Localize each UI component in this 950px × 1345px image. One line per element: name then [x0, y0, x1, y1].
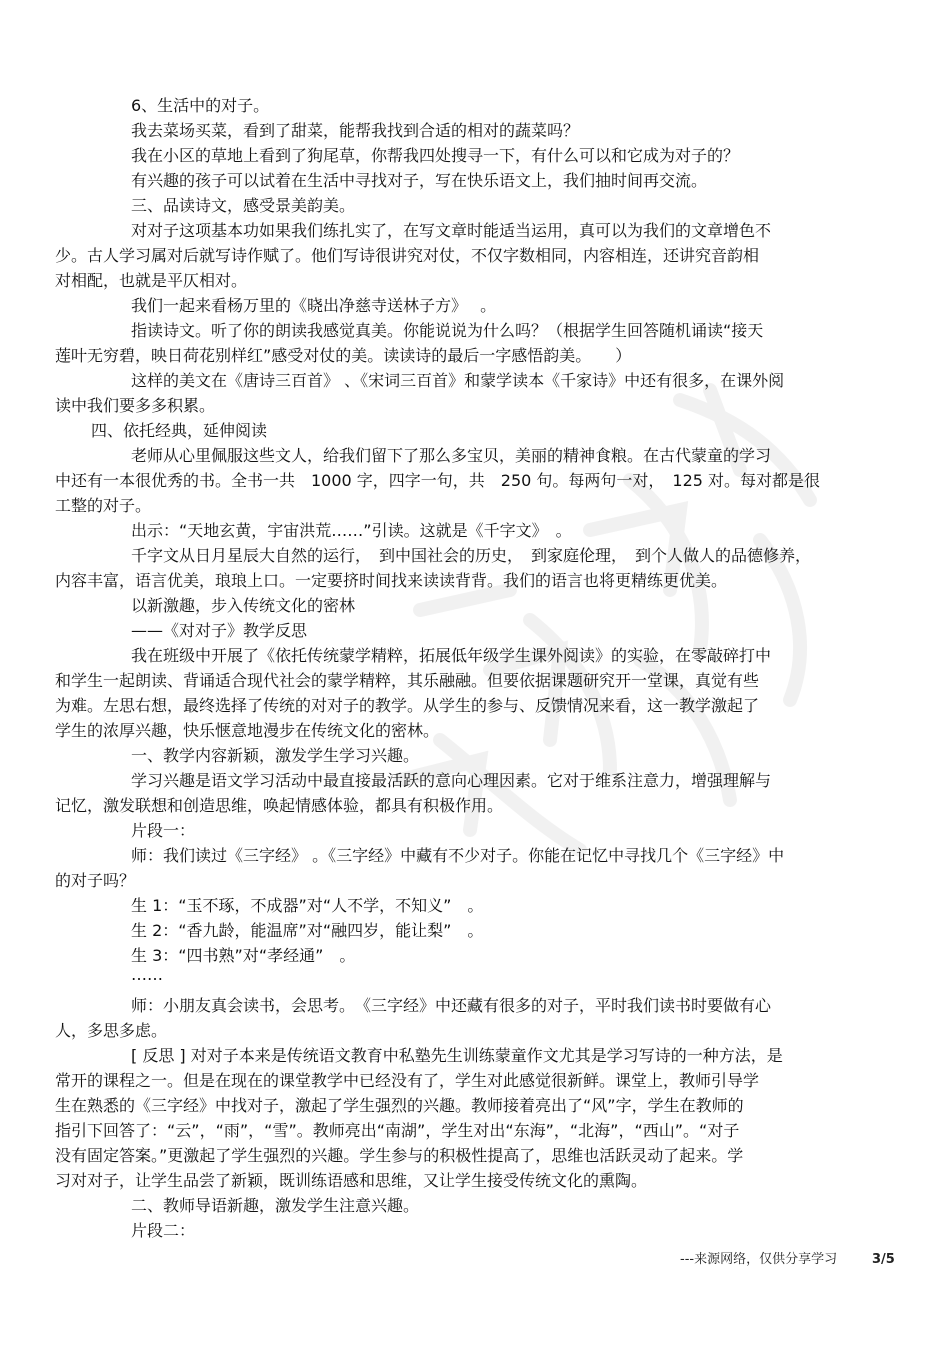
text-line: 没有固定答案。”更激起了学生强烈的兴趣。学生参与的积极性提高了，思维也活跃灵动了起来。学 — [55, 1146, 744, 1165]
text-line: 生 1：“玉不琢，不成器”对“人不学，不知义” 。 — [131, 896, 484, 915]
section-heading: 二、教师导语新趣，激发学生注意兴趣。 — [131, 1196, 420, 1215]
text-line: 指读诗文。听了你的朗读我感觉真美。你能说说为什么吗？（根据学生回答随机诵读“接天 — [131, 321, 764, 340]
text-line: …… — [131, 965, 163, 984]
text-line: 的对子吗？ — [55, 871, 136, 890]
text-line: 指引下回答了：“云”，“雨”，“雪”。教师亮出“南湖”，学生对出“东海”，“北海”，“西山”。“对子 — [55, 1121, 740, 1140]
text-line: 老师从心里佩服这些文人，给我们留下了那么多宝贝，美丽的精神食粮。在古代蒙童的学习 — [131, 446, 772, 465]
text-line: 对对子这项基本功如果我们练扎实了，在写文章时能适当运用，真可以为我们的文章增色不 — [131, 221, 772, 240]
text-line: 习对对子，让学生品尝了新颖，既训练语感和思维，又让学生接受传统文化的熏陶。 — [55, 1171, 648, 1190]
text-line: 人，多思多虑。 — [55, 1021, 168, 1040]
text-line: 师：我们读过《三字经》 。《三字经》中藏有不少对子。你能在记忆中寻找几个《三字经》中 — [131, 846, 785, 865]
section-heading: 三、品读诗文，感受景美韵美。 — [131, 196, 356, 215]
text-line: 片段二： — [131, 1221, 196, 1240]
text-line: 师：小朋友真会读书，会思考。 《三字经》中还藏有很多的对子，平时我们读书时要做有心 — [131, 996, 772, 1015]
text-line: 为难。左思右想，最终选择了传统的对对子的教学。从学生的参与、反馈情况来看，这一教学激起了 — [55, 696, 760, 715]
text-line: [ 反思 ] 对对子本来是传统语文教育中私塾先生训练蒙童作文尤其是学习写诗的一种方法，是 — [131, 1046, 783, 1065]
text-line: 生 2：“香九龄，能温席”对“融四岁，能让梨” 。 — [131, 921, 484, 940]
text-line: 学生的浓厚兴趣，快乐惬意地漫步在传统文化的密林。 — [55, 721, 440, 740]
section-heading: 一、教学内容新颖，激发学生学习兴趣。 — [131, 746, 420, 765]
text-line: 记忆，激发联想和创造思维，唤起情感体验，都具有积极作用。 — [55, 796, 504, 815]
text-line: 我在小区的草地上看到了狗尾草，你帮我四处搜寻一下，有什么可以和它成为对子的？ — [131, 146, 740, 165]
footer-note: ---来源网络，仅供分享学习 — [680, 1252, 838, 1267]
text-line: 出示：“天地玄黄，宇宙洪荒……”引读。这就是《千字文》 。 — [131, 521, 572, 540]
text-line: 6、生活中的对子。 — [131, 96, 270, 115]
text-line: 我们一起来看杨万里的《晓出净慈寺送林子方》 。 — [131, 296, 497, 315]
text-line: 内容丰富，语言优美，琅琅上口。一定要挤时间找来读读背背。我们的语言也将更精练更优美。 — [55, 571, 728, 590]
text-line: 这样的美文在《唐诗三百首》 、《宋词三百首》和蒙学读本《千家诗》中还有很多，在课外阅 — [131, 371, 785, 390]
text-line: 有兴趣的孩子可以试着在生活中寻找对子，写在快乐语文上，我们抽时间再交流。 — [131, 171, 708, 190]
text-line: 生在熟悉的《三字经》中找对子，激起了学生强烈的兴趣。教师接着亮出了“风”字，学生在教师的 — [55, 1096, 744, 1115]
text-line: 片段一： — [131, 821, 196, 840]
text-line: 我在班级中开展了《依托传统蒙学精粹，拓展低年级学生课外阅读》的实验，在零敲碎打中 — [131, 646, 772, 665]
article-title: 以新激趣，步入传统文化的密林 — [131, 596, 356, 615]
text-line: 生 3：“四书熟”对“孝经通” 。 — [131, 946, 356, 965]
text-line: 学习兴趣是语文学习活动中最直接最活跃的意向心理因素。它对于维系注意力，增强理解与 — [131, 771, 772, 790]
section-heading: 四、依托经典，延伸阅读 — [91, 421, 268, 440]
text-line: 读中我们要多多积累。 — [55, 396, 216, 415]
text-line: 工整的对子。 — [55, 496, 152, 515]
text-line: 对相配，也就是平仄相对。 — [55, 271, 248, 290]
article-subtitle: ——《对对子》教学反思 — [131, 621, 308, 640]
text-line: 和学生一起朗读、背诵适合现代社会的蒙学精粹，其乐融融。但要依据课题研究开一堂课，真觉有些 — [55, 671, 760, 690]
page-number: 3/5 — [872, 1252, 895, 1267]
text-line: 千字文从日月星辰大自然的运行， 到中国社会的历史， 到家庭伦理， 到个人做人的品德修养， — [131, 546, 812, 565]
text-line: 少。古人学习属对后就写诗作赋了。他们写诗很讲究对仗，不仅字数相同，内容相连，还讲究音韵相 — [55, 246, 760, 265]
text-line: 常开的课程之一。但是在现在的课堂教学中已经没有了，学生对此感觉很新鲜。课堂上，教师引导学 — [55, 1071, 760, 1090]
text-line: 中还有一本很优秀的书。全书一共 1000 字，四字一句，共 250 句。每两句一对， 125 对。每对都是很 — [55, 471, 821, 490]
text-line: 莲叶无穷碧，映日荷花别样红”感受对仗的美。读读诗的最后一字感悟韵美。 ） — [55, 346, 632, 365]
text-line: 我去菜场买菜，看到了甜菜，能帮我找到合适的相对的蔬菜吗？ — [131, 121, 580, 140]
